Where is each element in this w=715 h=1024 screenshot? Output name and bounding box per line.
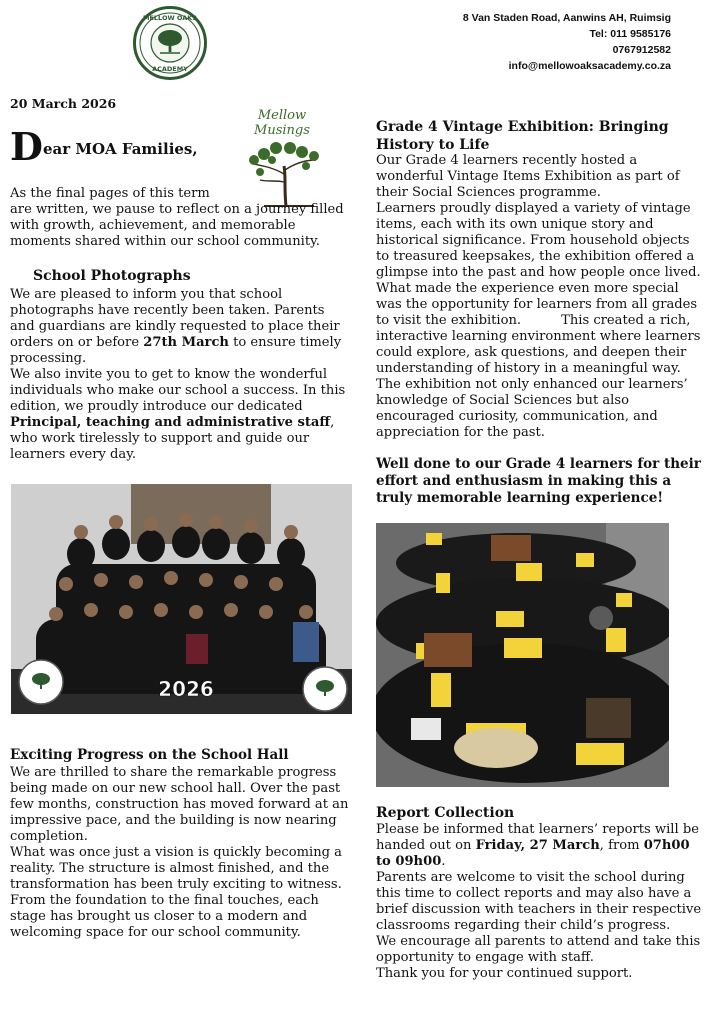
intro-line-1: As the final pages of this term bbox=[10, 186, 210, 201]
school-hall-heading: Exciting Progress on the School Hall bbox=[10, 747, 289, 763]
mellow-musings-title: Mellow Musings bbox=[254, 108, 310, 138]
report-collection-heading: Report Collection bbox=[376, 805, 515, 821]
grade4-p2: Learners proudly displayed a variety of vintage items, each with its own unique story and historical significance. From household objects to treasured keepsakes, the exhibition offered a glimpse into the past and how people once lived. bbox=[376, 201, 701, 280]
school-hall-p2: What was once just a vision is quickly becoming a reality. The structure is almost finished, and the transformation has been truly exciting to witness. From the foundation to the final touches, each stage has brought us closer to a modern and welcoming space for our school community. bbox=[10, 845, 342, 940]
phone-mobile: 0767912582 bbox=[612, 44, 671, 56]
address: 8 Van Staden Road, Aanwins AH, Ruimsig bbox=[462, 12, 671, 24]
grade4-heading: Grade 4 Vintage Exhibition: Bringing History to Life bbox=[376, 119, 669, 153]
school-hall-p1: We are thrilled to share the remarkable progress being made on our new school hall. Over the past few months, construction has moved forward at an impressive pace, and the building is now nearing completion. bbox=[10, 765, 349, 844]
staff-photo bbox=[11, 484, 352, 714]
badge-right-icon bbox=[303, 667, 347, 711]
order-deadline: 27th March bbox=[143, 335, 229, 350]
grade4-p1: Our Grade 4 learners recently hosted a wonderful Vintage Items Exhibition as part of their Social Sciences programme. bbox=[376, 153, 680, 200]
report-p2: Parents are welcome to visit the school during this time to collect reports and may also have a brief discussion with teachers in their respective classrooms regarding their child’s progress. bbox=[376, 870, 702, 933]
photo-year: 2026 bbox=[158, 677, 214, 701]
grade4-body bbox=[376, 153, 706, 441]
exhibition-photo bbox=[376, 523, 669, 787]
logo-ring-text-bottom: ACADEMY bbox=[152, 65, 188, 73]
drop-cap: D bbox=[10, 124, 43, 169]
report-time: 07h00 to 09h00 bbox=[376, 838, 690, 869]
logo-ring-text-top: MELLOW OAKS bbox=[142, 14, 198, 22]
email-link[interactable]: info@mellowoaksacademy.co.za bbox=[508, 60, 671, 72]
school-hall-body bbox=[10, 765, 350, 941]
contact-block bbox=[411, 10, 671, 74]
grade4-p4: The exhibition not only enhanced our learners’ knowledge of Social Sciences but also encouraged curiosity, communication, and appreciation for the past. bbox=[376, 377, 688, 440]
phone: Tel: 011 9585176 bbox=[589, 28, 671, 40]
greeting bbox=[10, 124, 198, 169]
report-date: Friday, 27 March bbox=[475, 838, 600, 853]
report-p3: We encourage all parents to attend and take this opportunity to engage with staff. bbox=[376, 934, 701, 965]
grade4-p3: What made the experience even more special was the opportunity for learners from all grades to visit the exhibition. This created a rich, interactive learning environment where learners could explore, ask questions, and deepen their understanding of history in a meaningful way. bbox=[376, 281, 701, 376]
school-photographs-heading: School Photographs bbox=[33, 268, 191, 284]
grade4-closing: Well done to our Grade 4 learners for their effort and enthusiasm in making this a truly memorable learning experience! bbox=[376, 456, 701, 506]
intro-line-2: are written, we pause to reflect on a journey filled with growth, achievement, and memorable moments shared within our school community. bbox=[10, 202, 344, 249]
badge-left-icon bbox=[19, 660, 63, 704]
intro-paragraph bbox=[10, 186, 345, 250]
newsletter-date: 20 March 2026 bbox=[10, 96, 117, 111]
report-p4: Thank you for your continued support. bbox=[376, 966, 633, 981]
oak-tree-logo-icon bbox=[136, 9, 204, 77]
mellow-musings-logo bbox=[234, 108, 330, 196]
school-logo bbox=[133, 6, 207, 80]
report-collection-body: Please be informed that learners’ reports will be handed out on Friday, 27 March, from 07h00 to 09h00. Parents are welcome to visit the school during this time to collect reports and may also have a brief discussion with teachers in their respective classrooms regarding their child’s progress. We encourage all parents to attend and take this opportunity to engage with staff. Thank you for your continued support. bbox=[376, 822, 706, 982]
greeting-text: ear MOA Families, bbox=[42, 140, 198, 158]
staff-mention: Principal, teaching and administrative staff bbox=[10, 415, 331, 430]
school-photographs-body: We are pleased to inform you that school photographs have recently been taken. Parents and guardians are kindly requested to place their orders on or before 27th March to ensure timely processing. We also invite you to get to know the wonderful individuals who make our school a success. In this edition, we proudly introduce our dedicated Principal, teaching and administrative staff, who work tirelessly to support and guide our learners every day. bbox=[10, 287, 346, 462]
